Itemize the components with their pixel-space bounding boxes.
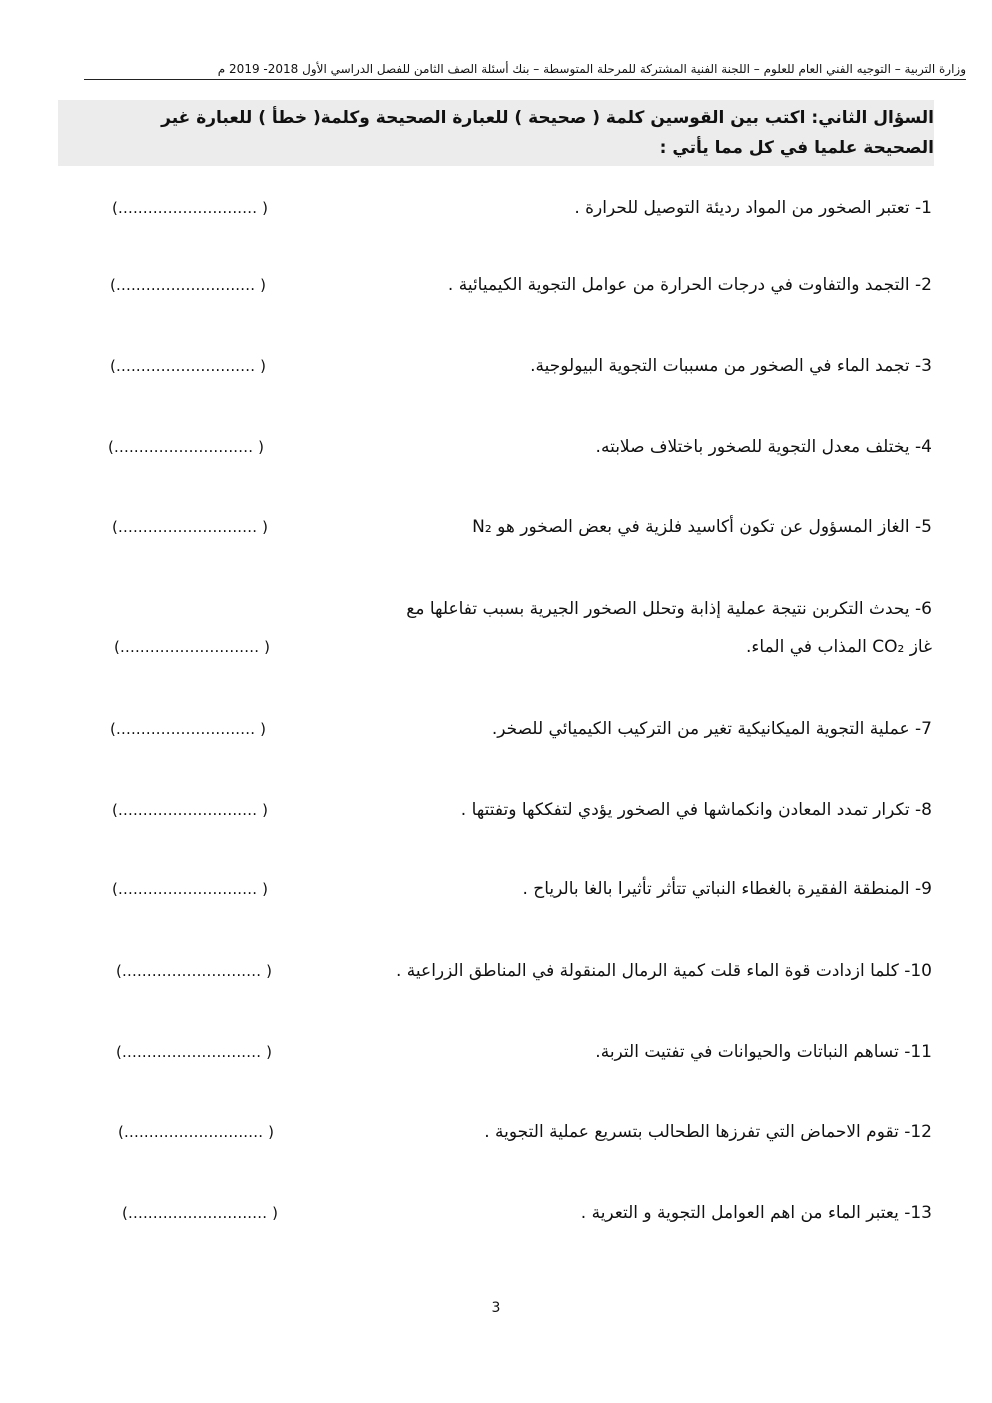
answer-blank[interactable]: (............................ ) [116,1043,273,1061]
statement-text: 6- يحدث التكربن نتيجة عملية إذابة وتحلل الصخور الجيرية بسبب تفاعلها مع [406,599,932,619]
statement-item [72,795,932,825]
statement-text: 11- تساهم النباتات والحيوانات في تفتيت التربة. [595,1042,932,1062]
statement-item [72,594,932,662]
statement-text: 9- المنطقة الفقيرة بالغطاء النباتي تتأثر تأثيرا بالغا بالرياح . [522,879,932,899]
statement-item [72,351,932,381]
answer-blank[interactable]: (............................ ) [112,518,269,536]
statement-item [72,512,932,542]
answer-blank[interactable]: (............................ ) [110,276,267,294]
answer-blank[interactable]: (............................ ) [114,638,271,656]
answer-blank[interactable]: (............................ ) [112,199,269,217]
statement-item [72,714,932,744]
statement-text: 4- يختلف معدل التجوية للصخور باختلاف صلابته. [595,437,932,457]
answer-blank[interactable]: (............................ ) [118,1123,275,1141]
statement-text: 7- عملية التجوية الميكانيكية تغير من التركيب الكيميائي للصخر. [491,719,932,739]
statement-item [72,432,932,462]
statement-text: 5- الغاز المسؤول عن تكون أكاسيد فلزية في بعض الصخور هو N₂ [472,517,932,537]
answer-blank[interactable]: (............................ ) [110,720,267,738]
question-title [58,100,934,166]
question-title-line2: الصحيحة علميا في كل مما يأتي : [659,138,934,158]
page-number: 3 [491,1300,501,1316]
answer-blank[interactable]: (............................ ) [110,357,267,375]
answer-blank[interactable]: (............................ ) [112,801,269,819]
statement-item [72,1117,932,1147]
statement-text: 10- كلما ازدادت قوة الماء قلت كمية الرمال المنقولة في المناطق الزراعية . [396,961,932,981]
statement-item [72,874,932,904]
question-title-line1: السؤال الثاني: اكتب بين القوسين كلمة ( صحيحة ) للعبارة الصحيحة وكلمة( خطأ ) للعبارة غير [161,108,934,128]
answer-blank[interactable]: (............................ ) [112,880,269,898]
statement-text-continued: غاز CO₂ المذاب في الماء. [746,637,932,657]
statement-item [72,1198,932,1228]
page-header: وزارة التربية – التوجيه الفني العام للعلوم – اللجنة الفنية المشتركة للمرحلة المتوسطة – بنك أسئلة الصف الثامن للفصل الدراسي الأول 2018- 2019 م [84,60,966,80]
statement-text: 2- التجمد والتفاوت في درجات الحرارة من عوامل التجوية الكيميائية . [447,275,932,295]
answer-blank[interactable]: (............................ ) [108,438,265,456]
statement-item [72,193,932,223]
answer-blank[interactable]: (............................ ) [116,962,273,980]
statement-item [72,1037,932,1067]
statement-text: 12- تقوم الاحماض التي تفرزها الطحالب بتسريع عملية التجوية . [484,1122,932,1142]
statement-item [72,956,932,986]
statement-text: 3- تجمد الماء في الصخور من مسببات التجوية البيولوجية. [530,356,932,376]
statement-text: 1- تعتبر الصخور من المواد رديئة التوصيل للحرارة . [574,198,932,218]
statement-item [72,270,932,300]
answer-blank[interactable]: (............................ ) [122,1204,279,1222]
statement-text: 13- يعتبر الماء من اهم العوامل التجوية و التعرية . [580,1203,932,1223]
statement-text: 8- تكرار تمدد المعادن وانكماشها في الصخور يؤدي لتفككها وتفتتها . [460,800,932,820]
